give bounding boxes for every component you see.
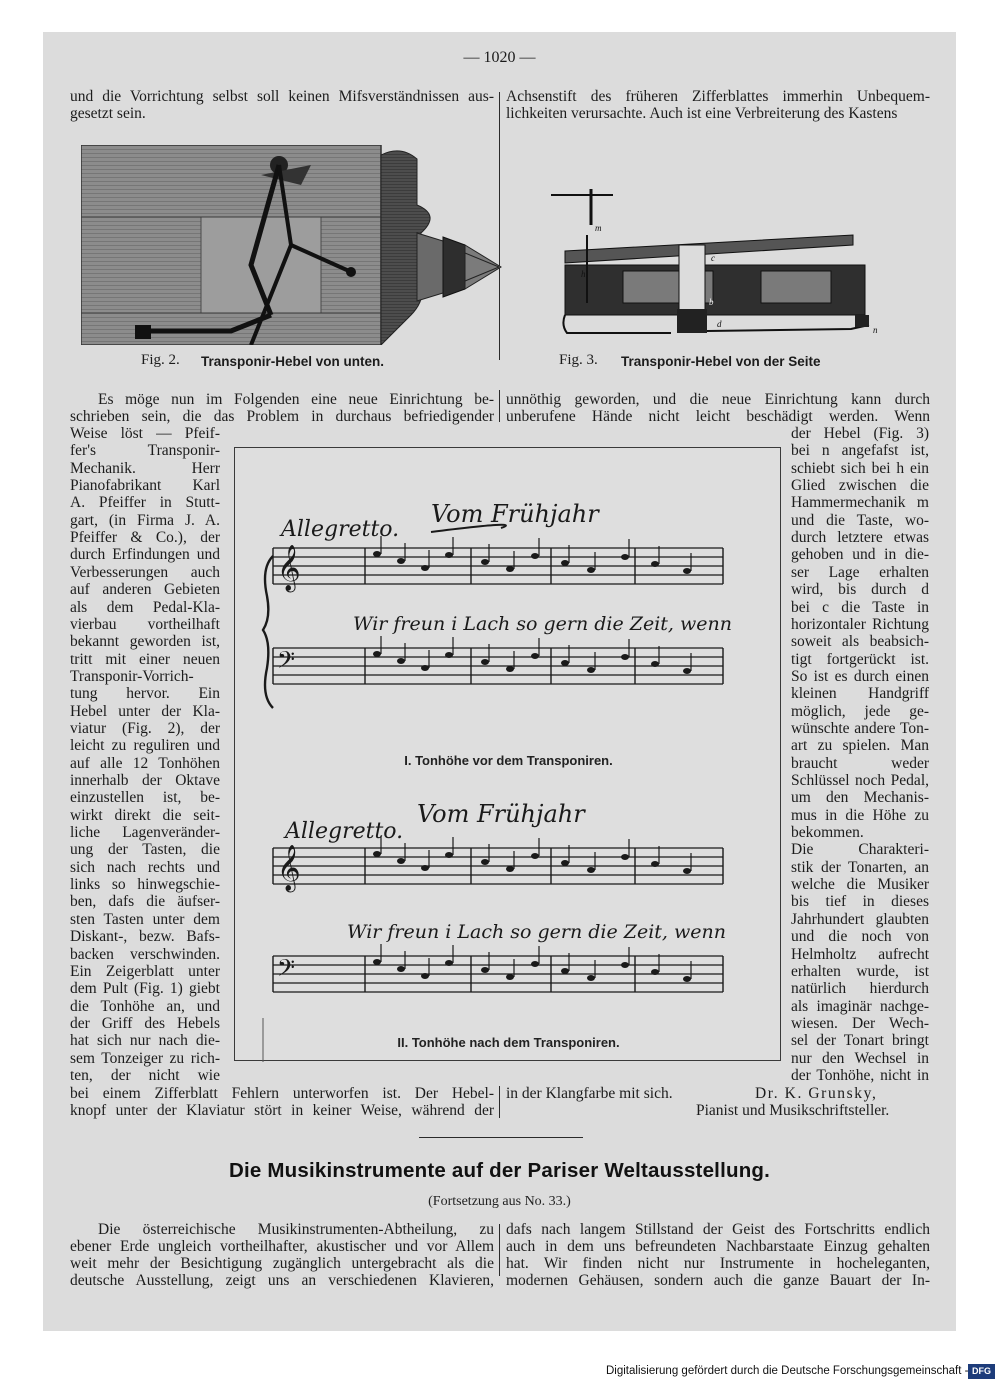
right-column-line: wird, bis durch d	[791, 581, 929, 599]
note-head	[481, 967, 489, 973]
note-head	[651, 661, 659, 667]
left-column-line: Diskant-, bezw. Bafs-	[70, 928, 220, 946]
top-right-line-1: Achsenstift des früheren Zifferblattes immerhin Unbequem-	[506, 88, 930, 105]
note-head	[421, 865, 429, 871]
left-column-line: hat sich nur nach die-	[70, 1032, 220, 1050]
ex2-bass-staff	[273, 944, 723, 992]
note-head	[621, 554, 629, 560]
right-column-line: Hammermechanik m	[791, 494, 929, 512]
mid-right-line-2: unberufene Hände nicht leicht beschädigt werden. Wenn	[506, 408, 930, 425]
right-column-line: Jahrhundert glaubten	[791, 910, 929, 928]
article-right-line-1: dafs nach langem Stillstand der Geist des Fortschritts endlich	[506, 1221, 930, 1238]
left-column-line: durch Erfindungen und	[70, 546, 220, 564]
article-title: Die Musikinstrumente auf der Pariser Weltausstellung.	[228, 1159, 771, 1182]
note-head	[421, 973, 429, 979]
right-column-line: braucht weder	[791, 754, 929, 772]
top-left-line-2: gesetzt sein.	[70, 105, 146, 122]
left-column-line: sich nach rechts und	[70, 858, 220, 876]
left-column-line: innerhalb der Oktave	[70, 772, 220, 789]
note-head	[397, 858, 405, 864]
right-column-line: kleinen Handgriff	[791, 685, 929, 703]
right-column-line: der Tonhöhe, nicht in	[791, 1066, 929, 1084]
ex1-brace	[263, 556, 273, 708]
left-column-line: Weise löst — Pfeif-	[70, 425, 220, 442]
bass-clef: 𝄢	[277, 646, 296, 679]
left-column-line: liche Lagenveränder-	[70, 824, 220, 842]
right-column-line: So ist es durch einen	[791, 667, 929, 685]
left-column-line: ung der Tasten, die	[70, 841, 220, 859]
note-head	[373, 651, 381, 657]
right-column-line: wünschte andere Ton-	[791, 719, 929, 737]
fig3-letter-m: m	[595, 223, 602, 233]
note-head	[481, 559, 489, 565]
bass-clef: 𝄢	[277, 954, 296, 987]
note-head	[621, 962, 629, 968]
author-name: Dr. K. Grunsky,	[755, 1085, 878, 1102]
left-column-line: wirkt direkt die seit-	[70, 806, 220, 824]
fig3-diagram	[551, 185, 883, 345]
note-head	[651, 969, 659, 975]
note-head	[373, 551, 381, 557]
left-column-line: Pfeiffer & Co.), der	[70, 529, 220, 547]
right-column-line: gehoben und in die-	[791, 546, 929, 564]
ex2-lyrics: Wir freun i Lach so gern die Zeit, wenn	[347, 921, 726, 943]
fig2-label: Fig. 2.	[141, 352, 180, 368]
left-column-line: Transponir-Vorrich-	[70, 667, 194, 685]
ex1-song-title: Vom Frühjahr	[431, 500, 599, 528]
note-head	[683, 868, 691, 874]
treble-clef: 𝄞	[277, 545, 301, 591]
article-right-line-3: hat. Wir finden nicht nur Instrumente in hocheleganten,	[506, 1255, 930, 1272]
note-head	[373, 851, 381, 857]
left-column-line: Ein Zeigerblatt unter	[70, 962, 220, 980]
note-head	[561, 660, 569, 666]
right-column-line: nur den Wechsel in	[791, 1049, 929, 1067]
article-left-line-4: deutsche Ausstellung, zeigt uns an verschiedenen Klavieren,	[70, 1272, 494, 1289]
note-head	[587, 667, 595, 673]
column-divider-bottom	[499, 1086, 500, 1118]
left-column-line: tritt mit einer neuen	[70, 650, 220, 668]
bottom-left-line-1: bei einem Zifferblatt Fehlern unterworfen ist. Der Hebel-	[70, 1085, 494, 1102]
left-column-line: Hebel unter der Kla-	[70, 702, 220, 720]
article-right-line-2: auch in dem uns befreundeten Nachbarstaate Einzug gehalten	[506, 1238, 930, 1255]
mid-left-line-1: Es möge nun im Folgenden eine neue Einrichtung be-	[98, 391, 494, 408]
note-head	[506, 566, 514, 572]
music-example-2	[273, 800, 726, 992]
note-head	[445, 552, 453, 558]
left-column-line: bekannt geworden ist,	[70, 633, 220, 651]
right-column-line: bis tief in dieses	[791, 893, 929, 911]
left-column-line: sten Tasten unter dem	[70, 910, 220, 928]
left-column-line: fer's Transponir-	[70, 442, 220, 460]
music-caption-1: I. Tonhöhe vor dem Transponiren.	[404, 753, 613, 768]
note-head	[683, 668, 691, 674]
fig3-title: Transponir-Hebel von der Seite	[621, 354, 821, 369]
right-column-line: mus in die Höhe zu	[791, 806, 929, 824]
note-head	[506, 666, 514, 672]
left-column-line: sem Tonzeiger zu rich-	[70, 1049, 220, 1067]
right-column-line: bei c die Taste in	[791, 598, 929, 616]
fig3-letter-n: n	[873, 325, 878, 335]
right-column-line: Glied zwischen die	[791, 477, 929, 495]
right-column-line: stik der Tonarten, an	[791, 858, 929, 876]
right-column-line: bekommen.	[791, 824, 864, 842]
ex2-treble-staff	[273, 836, 723, 893]
note-head	[421, 665, 429, 671]
ex2-song-title: Vom Frühjahr	[417, 800, 585, 828]
column-divider-mid	[499, 390, 500, 422]
article-left-line-2: ebener Erde ungleich vortheilhafter, akustischer und vor Allem	[70, 1238, 494, 1255]
right-column-line: tigt fortgerückt ist.	[791, 650, 929, 668]
right-column-line: wiesen. Der Wech-	[791, 1014, 929, 1032]
right-column-line: durch letztere etwas	[791, 529, 929, 547]
right-column-line: und die Taste, wo-	[791, 511, 929, 529]
left-column-line: vierbau vortheilhaft	[70, 615, 220, 633]
right-column-line: schiebt sich bei h ein	[791, 459, 929, 477]
note-head	[561, 968, 569, 974]
note-head	[397, 658, 405, 664]
note-head	[561, 860, 569, 866]
right-column-line: und die noch von	[791, 928, 929, 946]
article-separator	[419, 1137, 583, 1138]
note-head	[651, 861, 659, 867]
right-column-line: möglich, jede ge-	[791, 702, 929, 720]
note-head	[531, 961, 539, 967]
note-head	[531, 653, 539, 659]
ex1-bass-staff	[273, 636, 723, 684]
left-column-line: der Griff des Hebels	[70, 1014, 220, 1032]
right-column-line: Helmholtz aufrecht	[791, 945, 929, 963]
author-role: Pianist und Musikschriftsteller.	[696, 1102, 890, 1119]
fig2-engraving	[81, 145, 504, 345]
left-column-line: links so hinwegschie-	[70, 876, 220, 894]
note-head	[531, 553, 539, 559]
note-head	[481, 659, 489, 665]
note-head	[506, 866, 514, 872]
column-divider-article	[499, 1224, 500, 1276]
ex1-treble-staff	[273, 536, 723, 593]
right-column-line: natürlich hierdurch	[791, 980, 929, 998]
note-head	[621, 854, 629, 860]
music-example-box	[234, 447, 781, 1061]
mid-right-line-1: unnöthig geworden, und die neue Einrichtung kann durch	[506, 391, 930, 408]
note-head	[397, 966, 405, 972]
mid-left-line-2: schrieben sein, die das Problem in durchaus befriedigender	[70, 408, 494, 425]
note-head	[561, 560, 569, 566]
left-column-line: ben, dafs die äufser-	[70, 893, 220, 911]
note-head	[445, 852, 453, 858]
ex2-tempo: Allegretto.	[285, 819, 404, 844]
page	[43, 32, 956, 1331]
left-column-line: Pianofabrikant Karl	[70, 477, 220, 495]
ex1-lyrics: Wir freun i Lach so gern die Zeit, wenn	[353, 613, 732, 635]
right-column-line: art zu spielen. Man	[791, 737, 929, 755]
article-subtitle: (Fortsetzung aus No. 33.)	[428, 1194, 571, 1209]
dfg-logo: DFG	[968, 1364, 995, 1379]
top-left-line-1: und die Vorrichtung selbst soll keinen Mifsverständnissen aus-	[70, 88, 494, 105]
left-column-line: auf anderen Gebieten	[70, 581, 220, 599]
note-head	[421, 565, 429, 571]
note-head	[397, 558, 405, 564]
fig3-label: Fig. 3.	[559, 352, 598, 368]
left-column-line: die Tonhöhe an, und	[70, 997, 220, 1015]
right-column-line: um den Mechanis-	[791, 789, 929, 807]
left-column-line: gart, (in Firma J. A.	[70, 511, 220, 529]
right-column-line: erhalten wurde, ist	[791, 962, 929, 980]
note-head	[587, 567, 595, 573]
left-column-line: Mechanik. Herr	[70, 459, 220, 477]
fig3-letter-b: b	[709, 297, 714, 307]
left-column-line: viatur (Fig. 2), der	[70, 719, 220, 737]
right-column-line: ser Lage erhalten	[791, 563, 929, 581]
note-head	[373, 959, 381, 965]
right-column-line: Die Charakteri-	[791, 841, 929, 859]
right-column-line: sel der Tonart bringt	[791, 1032, 929, 1050]
left-column-line: A. Pfeiffer in Stutt-	[70, 494, 220, 512]
article-left-line-3: weit mehr der Besichtigung zugänglich untergebracht als die	[70, 1255, 494, 1272]
top-right-line-2: lichkeiten verursachte. Auch ist eine Verbreiterung des Kastens	[506, 105, 898, 122]
fig3-letter-h: h	[581, 269, 586, 279]
right-column-line: horizontaler Richtung	[791, 615, 929, 633]
bottom-right-line: in der Klangfarbe mit sich.	[506, 1085, 673, 1102]
note-head	[587, 975, 595, 981]
fig2-title: Transponir-Hebel von unten.	[201, 354, 385, 369]
note-head	[683, 568, 691, 574]
fig3-letter-d: d	[717, 319, 722, 329]
left-column-line: einzustellen ist, be-	[70, 789, 220, 807]
right-column-line: der Hebel (Fig. 3)	[791, 425, 929, 442]
page-number: — 1020 —	[463, 49, 536, 66]
left-column-line: ten, der nicht wie	[70, 1066, 220, 1084]
ex1-tempo: Allegretto.	[281, 517, 400, 542]
fig3-letter-c: c	[711, 253, 715, 263]
article-left-line-1: Die österreichische Musikinstrumenten-Abtheilung, zu	[98, 1221, 494, 1238]
note-head	[445, 652, 453, 658]
right-column-line: soweit als beabsich-	[791, 633, 929, 651]
music-caption-2: II. Tonhöhe nach dem Transponiren.	[397, 1035, 620, 1050]
article-right-line-4: modernen Gehäusen, sondern auch die ganze Bauart der In-	[506, 1272, 930, 1289]
treble-clef: 𝄞	[277, 845, 301, 891]
right-column-line: Schlüssel noch Pedal,	[791, 772, 929, 789]
note-head	[506, 974, 514, 980]
note-head	[587, 867, 595, 873]
right-column-line: bei n angefafst ist,	[791, 442, 929, 460]
music-example-1	[263, 500, 732, 708]
note-head	[531, 853, 539, 859]
right-column-line: als imaginär nachge-	[791, 997, 929, 1015]
left-column-line: auf alle 12 Tonhöhen	[70, 754, 220, 772]
note-head	[651, 561, 659, 567]
left-column-line: Verbesserungen auch	[70, 563, 220, 581]
note-head	[683, 976, 691, 982]
note-head	[445, 960, 453, 966]
left-column-line: backen verschwinden.	[70, 945, 220, 963]
left-column-line: leicht zu reguliren und	[70, 737, 220, 755]
right-column-line: welche die Musiker	[791, 876, 929, 894]
left-column-line: tung hervor. Ein	[70, 685, 220, 703]
footer-credit: Digitalisierung gefördert durch die Deutsche Forschungsgemeinschaft -	[606, 1365, 969, 1377]
note-head	[481, 859, 489, 865]
note-head	[621, 654, 629, 660]
bottom-left-line-2: knopf unter der Klaviatur stört in keiner Weise, während der	[70, 1102, 494, 1119]
left-column-line: dem Pult (Fig. 1) giebt	[70, 980, 220, 998]
left-column-line: als dem Pedal-Kla-	[70, 598, 220, 616]
